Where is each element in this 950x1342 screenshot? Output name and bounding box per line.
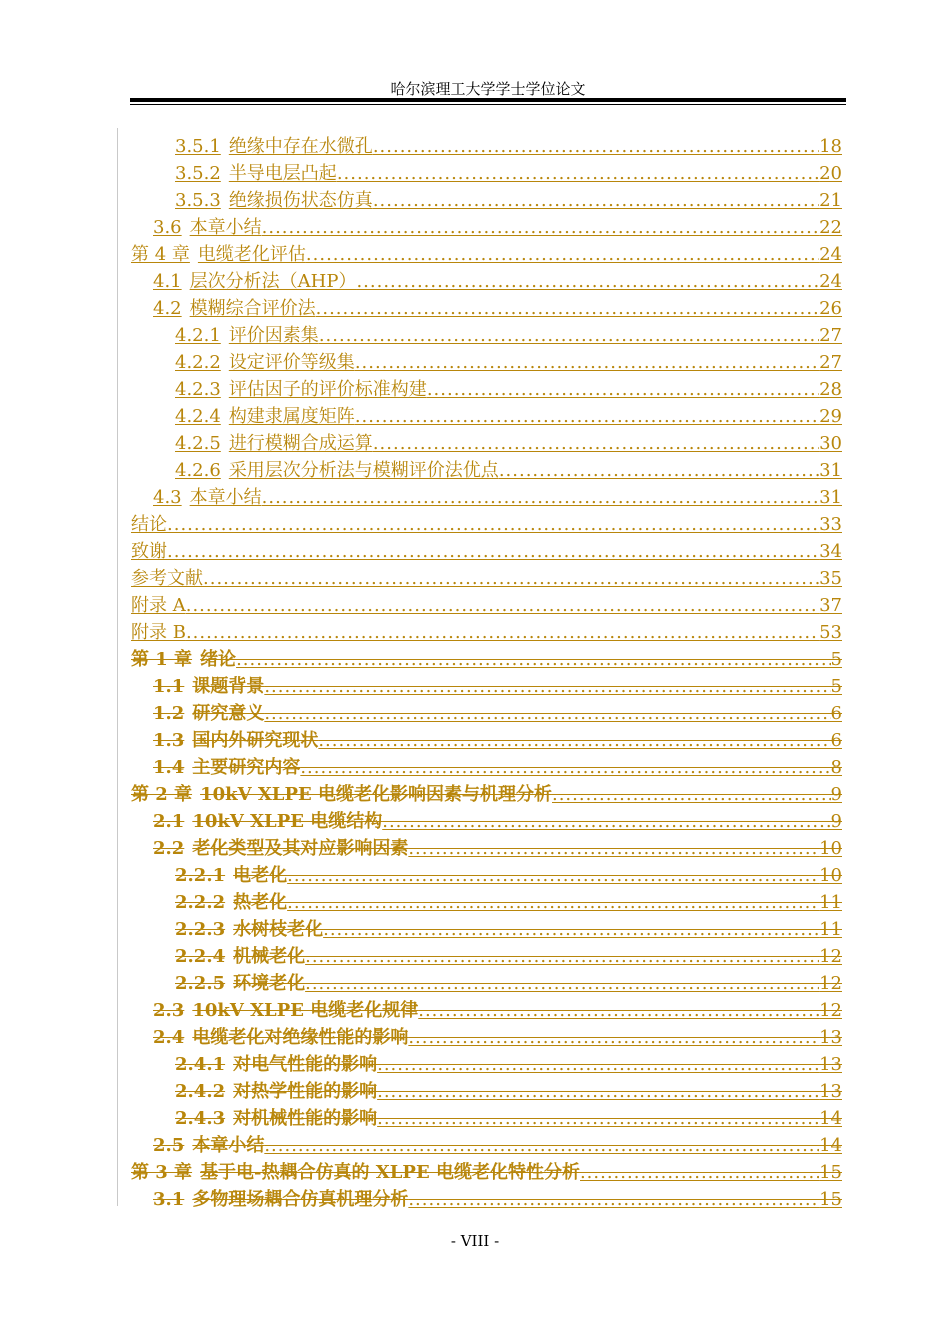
toc-entry-title: 评价因素集 bbox=[228, 325, 319, 346]
toc-entry-title: 电老化 bbox=[233, 865, 288, 886]
toc-entry-page: 12 bbox=[819, 946, 842, 967]
toc-dot-leader bbox=[373, 136, 819, 158]
toc-entry-title: 电缆老化对绝缘性能的影响 bbox=[192, 1027, 409, 1048]
toc-entry[interactable] bbox=[131, 185, 842, 212]
toc-entry-number: 4.2.1 bbox=[175, 325, 221, 346]
toc-dot-leader bbox=[323, 919, 819, 941]
toc-entry-title: 半导电层凸起 bbox=[228, 163, 337, 184]
toc-entry[interactable] bbox=[131, 239, 842, 266]
toc-dot-leader bbox=[300, 757, 830, 779]
toc-entry-number: 2.2.1 bbox=[175, 865, 226, 886]
toc-dot-leader bbox=[262, 217, 819, 239]
toc-entry-number: 2.2.4 bbox=[175, 946, 226, 967]
header-rule-thin bbox=[130, 104, 846, 105]
toc-entry-number: 2.2.3 bbox=[175, 919, 226, 940]
toc-entry-title: 绝缘损伤状态仿真 bbox=[228, 190, 373, 211]
toc-entry-title: 主要研究内容 bbox=[192, 757, 301, 778]
toc-dot-leader bbox=[305, 973, 819, 995]
toc-entry[interactable] bbox=[131, 752, 842, 779]
toc-entry-number: 2.3 bbox=[153, 1000, 185, 1021]
toc-entry-title: 进行模糊合成运算 bbox=[228, 433, 373, 454]
toc-entry-page: 53 bbox=[819, 622, 842, 643]
toc-entry[interactable] bbox=[131, 428, 842, 455]
toc-entry-title: 电缆老化评估 bbox=[197, 244, 306, 265]
toc-entry-number: 3.6 bbox=[153, 217, 182, 238]
toc-dot-leader bbox=[264, 676, 830, 698]
toc-entry-page: 28 bbox=[819, 379, 842, 400]
toc-entry-number: 4.2.5 bbox=[175, 433, 221, 454]
toc-dot-leader bbox=[306, 244, 819, 266]
toc-entry[interactable] bbox=[131, 266, 842, 293]
toc-dot-leader bbox=[377, 1108, 819, 1130]
toc-entry-page: 10 bbox=[819, 865, 842, 886]
toc-entry-number: 3.1 bbox=[153, 1189, 185, 1210]
toc-entry-page: 18 bbox=[819, 136, 842, 157]
toc-entry-page: 5 bbox=[830, 676, 842, 697]
toc-entry-page: 34 bbox=[819, 541, 842, 562]
toc-entry-title: 对机械性能的影响 bbox=[233, 1108, 378, 1129]
toc-entry-title: 10kV XLPE 电缆老化影响因素与机理分析 bbox=[200, 784, 552, 805]
toc-entry[interactable] bbox=[131, 320, 842, 347]
toc-entry-page: 14 bbox=[819, 1108, 842, 1129]
toc-entry-number: 2.4.1 bbox=[175, 1054, 226, 1075]
toc-entry-title: 国内外研究现状 bbox=[192, 730, 319, 751]
toc-dot-leader bbox=[318, 730, 830, 752]
toc-entry[interactable] bbox=[131, 914, 842, 941]
toc-entry[interactable] bbox=[131, 482, 842, 509]
toc-entry-title: 构建隶属度矩阵 bbox=[228, 406, 355, 427]
page-number: - VIII - bbox=[450, 1232, 500, 1250]
toc-dot-leader bbox=[355, 406, 819, 428]
toc-entry[interactable] bbox=[131, 1103, 842, 1130]
toc-entry-title: 基于电-热耦合仿真的 XLPE 电缆老化特性分析 bbox=[200, 1162, 580, 1183]
toc-entry-title: 采用层次分析法与模糊评价法优点 bbox=[228, 460, 499, 481]
toc-dot-leader bbox=[580, 1162, 819, 1184]
toc-entry-page: 37 bbox=[819, 595, 842, 616]
toc-entry[interactable] bbox=[131, 1130, 842, 1157]
toc-entry-number: 3.5.3 bbox=[175, 190, 221, 211]
toc-dot-leader bbox=[408, 1027, 819, 1049]
toc-entry-page: 14 bbox=[819, 1135, 842, 1156]
toc-dot-leader bbox=[167, 514, 819, 536]
toc-entry-number: 1.1 bbox=[153, 676, 185, 697]
toc-entry[interactable] bbox=[131, 1184, 842, 1211]
toc-entry[interactable] bbox=[131, 725, 842, 752]
toc-entry-page: 21 bbox=[819, 190, 842, 211]
toc-entry-title: 老化类型及其对应影响因素 bbox=[192, 838, 409, 859]
toc-entry-page: 5 bbox=[830, 649, 842, 670]
toc-entry-page: 22 bbox=[819, 217, 842, 238]
toc-entry[interactable] bbox=[131, 401, 842, 428]
toc-dot-leader bbox=[287, 865, 819, 887]
toc-entry[interactable] bbox=[131, 887, 842, 914]
toc-entry-title: 绝缘中存在水微孔 bbox=[228, 136, 373, 157]
toc-dot-leader bbox=[382, 811, 830, 833]
toc-entry[interactable] bbox=[131, 1157, 842, 1184]
toc-entry-page: 24 bbox=[819, 244, 842, 265]
toc-entry-page: 8 bbox=[830, 757, 842, 778]
toc-entry-page: 13 bbox=[819, 1054, 842, 1075]
header-rule-thick bbox=[130, 98, 846, 102]
toc-entry-page: 13 bbox=[819, 1027, 842, 1048]
toc-entry-title: 模糊综合评价法 bbox=[189, 298, 316, 319]
toc-dot-leader bbox=[373, 190, 819, 212]
toc-entry-page: 11 bbox=[819, 919, 842, 940]
toc-entry-title: 热老化 bbox=[233, 892, 288, 913]
toc-entry-title: 10kV XLPE 电缆老化规律 bbox=[192, 1000, 419, 1021]
toc-entry-page: 29 bbox=[819, 406, 842, 427]
toc-entry-number: 第 4 章 bbox=[131, 244, 190, 265]
toc-entry-page: 35 bbox=[819, 568, 842, 589]
toc-entry-number: 4.1 bbox=[153, 271, 182, 292]
toc-entry-title: 对电气性能的影响 bbox=[233, 1054, 378, 1075]
toc-entry-page: 26 bbox=[819, 298, 842, 319]
toc-entry[interactable] bbox=[131, 860, 842, 887]
toc-entry-number: 4.2.6 bbox=[175, 460, 221, 481]
toc-entry-page: 31 bbox=[819, 460, 842, 481]
toc-dot-leader bbox=[319, 325, 819, 347]
toc-entry-number: 2.4 bbox=[153, 1027, 185, 1048]
toc-entry-number: 2.4.3 bbox=[175, 1108, 226, 1129]
toc-entry-page: 9 bbox=[830, 784, 842, 805]
toc-entry[interactable] bbox=[131, 1022, 842, 1049]
toc-entry-title: 致谢 bbox=[131, 541, 167, 562]
toc-entry-title: 对热学性能的影响 bbox=[233, 1081, 378, 1102]
toc-entry[interactable] bbox=[131, 1049, 842, 1076]
toc-entry-title: 环境老化 bbox=[233, 973, 306, 994]
toc-entry-page: 10 bbox=[819, 838, 842, 859]
toc-dot-leader bbox=[203, 568, 819, 590]
toc-entry-page: 31 bbox=[819, 487, 842, 508]
toc-entry[interactable] bbox=[131, 590, 842, 617]
toc-entry-number: 4.3 bbox=[153, 487, 182, 508]
toc-entry[interactable] bbox=[131, 1076, 842, 1103]
revision-margin-line bbox=[117, 128, 118, 1206]
toc-entry-title: 本章小结 bbox=[189, 217, 262, 238]
toc-entry-number: 4.2.2 bbox=[175, 352, 221, 373]
toc-entry-page: 12 bbox=[819, 1000, 842, 1021]
toc-dot-leader bbox=[418, 1000, 819, 1022]
toc-entry-number: 3.5.2 bbox=[175, 163, 221, 184]
toc-entry-page: 24 bbox=[819, 271, 842, 292]
toc-entry[interactable] bbox=[131, 968, 842, 995]
table-of-contents bbox=[131, 131, 842, 1211]
toc-entry-number: 3.5.1 bbox=[175, 136, 221, 157]
toc-entry-title: 本章小结 bbox=[192, 1135, 265, 1156]
toc-entry-page: 13 bbox=[819, 1081, 842, 1102]
toc-entry-number: 2.5 bbox=[153, 1135, 185, 1156]
toc-entry-page: 27 bbox=[819, 325, 842, 346]
toc-entry-number: 4.2 bbox=[153, 298, 182, 319]
toc-dot-leader bbox=[264, 703, 830, 725]
toc-entry-title: 研究意义 bbox=[192, 703, 265, 724]
toc-entry-number: 1.4 bbox=[153, 757, 185, 778]
toc-entry[interactable] bbox=[131, 995, 842, 1022]
toc-entry-page: 15 bbox=[819, 1189, 842, 1210]
toc-entry-number: 1.3 bbox=[153, 730, 185, 751]
toc-dot-leader bbox=[262, 487, 819, 509]
toc-dot-leader bbox=[167, 541, 819, 563]
toc-entry[interactable] bbox=[131, 941, 842, 968]
toc-entry-title: 多物理场耦合仿真机理分析 bbox=[192, 1189, 409, 1210]
toc-entry-title: 绪论 bbox=[200, 649, 237, 670]
toc-entry[interactable] bbox=[131, 374, 842, 401]
toc-entry-page: 6 bbox=[830, 703, 842, 724]
toc-entry-page: 6 bbox=[830, 730, 842, 751]
toc-entry-title: 设定评价等级集 bbox=[228, 352, 355, 373]
toc-entry[interactable] bbox=[131, 806, 842, 833]
toc-entry-title: 层次分析法（AHP） bbox=[189, 271, 357, 292]
toc-entry[interactable] bbox=[131, 347, 842, 374]
toc-entry[interactable] bbox=[131, 509, 842, 536]
toc-entry[interactable] bbox=[131, 536, 842, 563]
toc-entry-page: 11 bbox=[819, 892, 842, 913]
toc-entry-number: 4.2.3 bbox=[175, 379, 221, 400]
toc-entry-title: 机械老化 bbox=[233, 946, 306, 967]
toc-dot-leader bbox=[287, 892, 819, 914]
toc-entry-number: 第 2 章 bbox=[131, 784, 193, 805]
toc-entry-page: 20 bbox=[819, 163, 842, 184]
toc-dot-leader bbox=[373, 433, 819, 455]
toc-entry-number: 2.2.5 bbox=[175, 973, 226, 994]
toc-dot-leader bbox=[186, 622, 819, 644]
toc-entry-page: 15 bbox=[819, 1162, 842, 1183]
toc-entry[interactable] bbox=[131, 212, 842, 239]
toc-entry-page: 30 bbox=[819, 433, 842, 454]
toc-entry[interactable] bbox=[131, 455, 842, 482]
toc-entry[interactable] bbox=[131, 293, 842, 320]
toc-entry[interactable] bbox=[131, 563, 842, 590]
toc-entry-title: 附录 A bbox=[131, 595, 186, 616]
toc-entry-title: 结论 bbox=[131, 514, 167, 535]
toc-entry-page: 9 bbox=[830, 811, 842, 832]
toc-dot-leader bbox=[499, 460, 819, 482]
toc-entry-title: 本章小结 bbox=[189, 487, 262, 508]
toc-dot-leader bbox=[316, 298, 819, 320]
toc-entry-title: 水树枝老化 bbox=[233, 919, 324, 940]
toc-dot-leader bbox=[356, 271, 819, 293]
toc-entry-number: 4.2.4 bbox=[175, 406, 221, 427]
toc-entry[interactable] bbox=[131, 698, 842, 725]
toc-dot-leader bbox=[355, 352, 819, 374]
toc-dot-leader bbox=[305, 946, 819, 968]
toc-dot-leader bbox=[337, 163, 819, 185]
toc-entry-title: 附录 B bbox=[131, 622, 186, 643]
toc-dot-leader bbox=[552, 784, 831, 806]
toc-dot-leader bbox=[377, 1081, 819, 1103]
toc-entry[interactable] bbox=[131, 779, 842, 806]
toc-entry[interactable] bbox=[131, 131, 842, 158]
toc-entry-number: 第 1 章 bbox=[131, 649, 193, 670]
toc-entry[interactable] bbox=[131, 644, 842, 671]
toc-entry-number: 2.2 bbox=[153, 838, 185, 859]
toc-dot-leader bbox=[377, 1054, 819, 1076]
toc-entry-title: 课题背景 bbox=[192, 676, 265, 697]
toc-entry[interactable] bbox=[131, 158, 842, 185]
toc-entry-title: 评估因子的评价标准构建 bbox=[228, 379, 427, 400]
toc-dot-leader bbox=[264, 1135, 819, 1157]
toc-entry-number: 2.4.2 bbox=[175, 1081, 226, 1102]
toc-entry[interactable] bbox=[131, 617, 842, 644]
toc-entry-title: 参考文献 bbox=[131, 568, 203, 589]
toc-entry-page: 33 bbox=[819, 514, 842, 535]
toc-dot-leader bbox=[408, 838, 819, 860]
toc-entry-number: 2.1 bbox=[153, 811, 185, 832]
toc-dot-leader bbox=[427, 379, 819, 401]
toc-entry-number: 第 3 章 bbox=[131, 1162, 193, 1183]
toc-entry-page: 27 bbox=[819, 352, 842, 373]
toc-dot-leader bbox=[236, 649, 830, 671]
toc-dot-leader bbox=[186, 595, 819, 617]
toc-dot-leader bbox=[408, 1189, 819, 1211]
toc-entry-page: 12 bbox=[819, 973, 842, 994]
toc-entry[interactable] bbox=[131, 671, 842, 698]
toc-entry-title: 10kV XLPE 电缆结构 bbox=[192, 811, 383, 832]
toc-entry[interactable] bbox=[131, 833, 842, 860]
toc-entry-number: 1.2 bbox=[153, 703, 185, 724]
page-header: 哈尔滨理工大学学士学位论文 bbox=[390, 80, 586, 98]
toc-entry-number: 2.2.2 bbox=[175, 892, 226, 913]
